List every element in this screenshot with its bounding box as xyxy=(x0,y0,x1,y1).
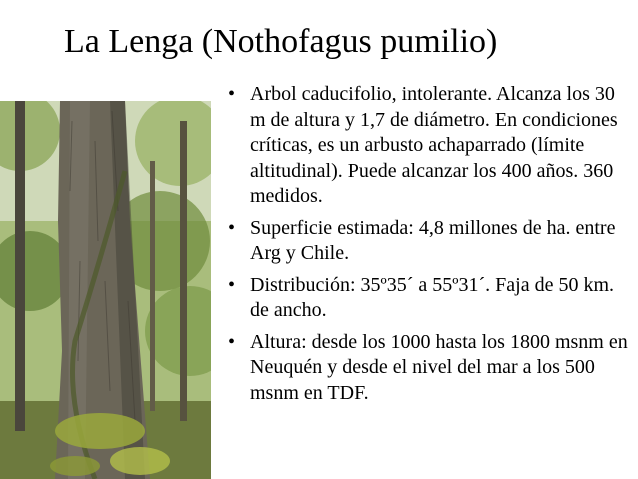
tree-photo xyxy=(0,101,211,479)
bullet-item: • Arbol caducifolio, intolerante. Alcanza los 30 m de altura y 1,7 de diámetro. En condiciones críticas, es un arbusto achaparrado (límite altitudinal). Puede alcanzar los 400 años. 360 medidos. xyxy=(228,82,628,210)
tree-trunk-image xyxy=(0,101,211,479)
bullet-item: • Distribución: 35º35´ a 55º31´. Faja de 50 km. de ancho. xyxy=(228,273,628,324)
slide-title: La Lenga (Nothofagus pumilio) xyxy=(64,23,498,60)
bullet-item: • Altura: desde los 1000 hasta los 1800 msnm en Neuquén y desde el nivel del mar a los 500 msnm en TDF. xyxy=(228,330,628,407)
bullet-item: • Superficie estimada: 4,8 millones de ha. entre Arg y Chile. xyxy=(228,216,628,267)
bullet-list xyxy=(228,82,628,412)
